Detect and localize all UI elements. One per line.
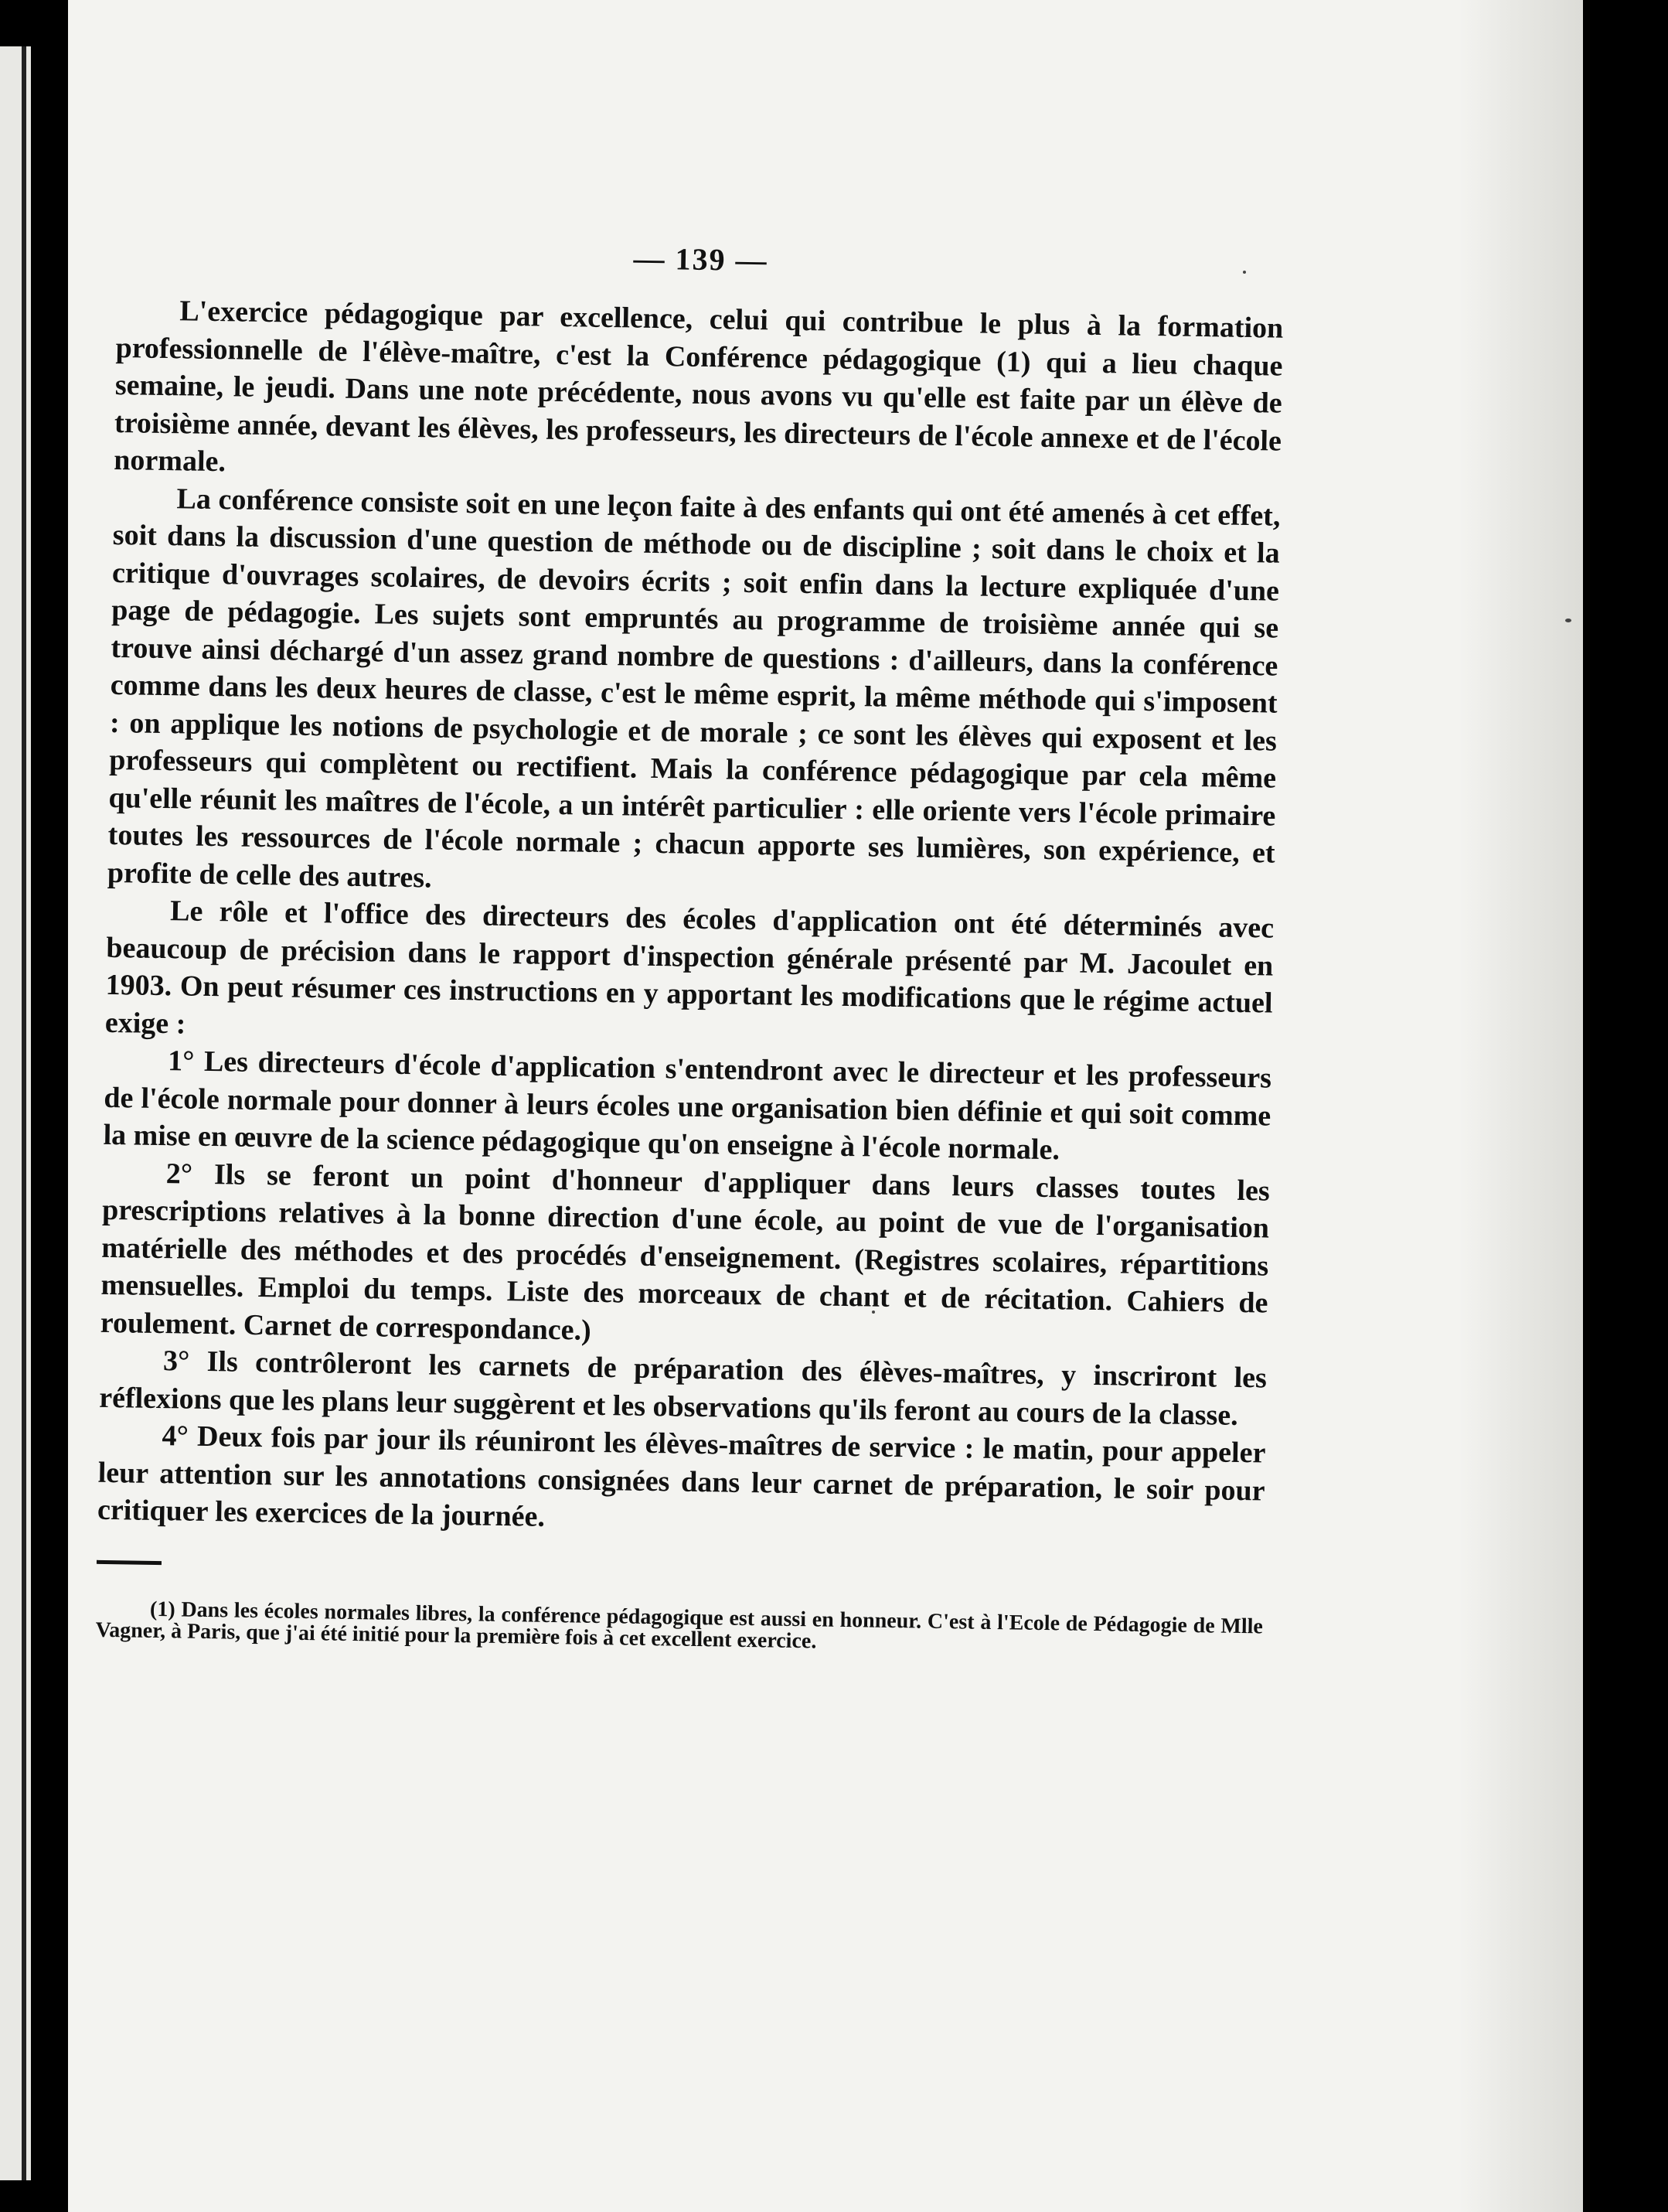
list-item-4: 4° Deux fois par jour ils réuniront les élèves-maîtres de service : le matin, pour appeler leur attention sur les annotations consignées dans leur carnet de préparation, le soir pour critiquer les exercices de la journée. bbox=[97, 1420, 1266, 1533]
book-page bbox=[68, 0, 1583, 2212]
page-fore-edge bbox=[1459, 0, 1583, 2212]
left-page-edge bbox=[0, 46, 31, 2180]
paragraph-conference-content: La conférence consiste soit en une leçon faite à des enfants qui ont été amenés à cet effet, soit dans la discussion d'une question de méthode ou de discipline ; soit dans le choix et la critique d'ouvrages scolaires, de devoirs écrits ; soit enfin dans la lecture expliquée d'une page de pédagogie. Les sujets sont empruntés au programme de troisième année qui se trouve ainsi déchargé d'un assez grand nombre de questions : d'ailleurs, dans la conférence comme dans les deux heures de classe, c'est le même esprit, la même méthode qui s'imposent : on applique les notions de psychologie et de morale ; ce sont les élèves qui exposent et les professeurs qui complètent ou rectifient. Mais la conférence pédagogique par cela même qu'elle réunit les maîtres de l'école, a un intérêt particulier : elle oriente vers l'école primaire toutes les ressources de l'école normale ; chacun apporte ses lumières, son expérience, et profite de celle des autres. bbox=[107, 482, 1281, 894]
binding-shadow bbox=[22, 46, 26, 2180]
footnote-rule bbox=[97, 1559, 162, 1564]
paragraph-directors-role: Le rôle et l'office des directeurs des écoles d'application ont été déterminés avec beaucoup de précision dans le rapport d'inspection générale présenté par M. Jacoulet en 1903. On peut résumer ces instructions en y apportant les modifications que le régime actuel exige : bbox=[104, 895, 1275, 1041]
print-speck bbox=[1565, 619, 1571, 622]
list-item-1: 1° Les directeurs d'école d'application s'entendront avec le directeur et les professeurs de l'école normale pour donner à leurs écoles une organisation bien définie et qui soit comme la mise en œuvre de la science pédagogique qu'on enseigne à l'école normale. bbox=[103, 1045, 1272, 1167]
page-number: — 139 — bbox=[633, 240, 768, 278]
page-text-block bbox=[95, 232, 1284, 1659]
paragraph-conference-intro: L'exercice pédagogique par excellence, celui qui contribue le plus à la formation professionnelle de l'élève-maître, c'est la Conférence pédagogique (1) qui a lieu chaque semaine, le jeudi. Dans une note précédente, nous avons vu qu'elle est faite par un élève de troisième année, devant les élèves, les professeurs, les directeurs de l'école annexe et de l'école normale. bbox=[114, 295, 1284, 479]
list-item-2: 2° Ils se feront un point d'honneur d'appliquer dans leurs classes toutes les prescriptions relatives à la bonne direction d'une école, au point de vue de l'organisation matérielle des méthodes et des procédés d'enseignement. (Registres scolaires, répartitions mensuelles. Emploi du temps. Liste des morceaux de chant et de récitation. Cahiers de roulement. Carnet de correspondance.) bbox=[100, 1157, 1271, 1347]
list-item-3: 3° Ils contrôleront les carnets de préparation des élèves-maîtres, y inscriront les réflexions que les plans leur suggèrent et les observations qu'ils feront au cours de la classe. bbox=[98, 1345, 1268, 1432]
footnote: (1) Dans les écoles normales libres, la conférence pédagogique est aussi en honneur. C'est à l'Ecole de Pédagogie de Mlle Vagner, à Paris, que j'ai été initié pour la première fois à cet excellent exercice. bbox=[95, 1597, 1264, 1653]
